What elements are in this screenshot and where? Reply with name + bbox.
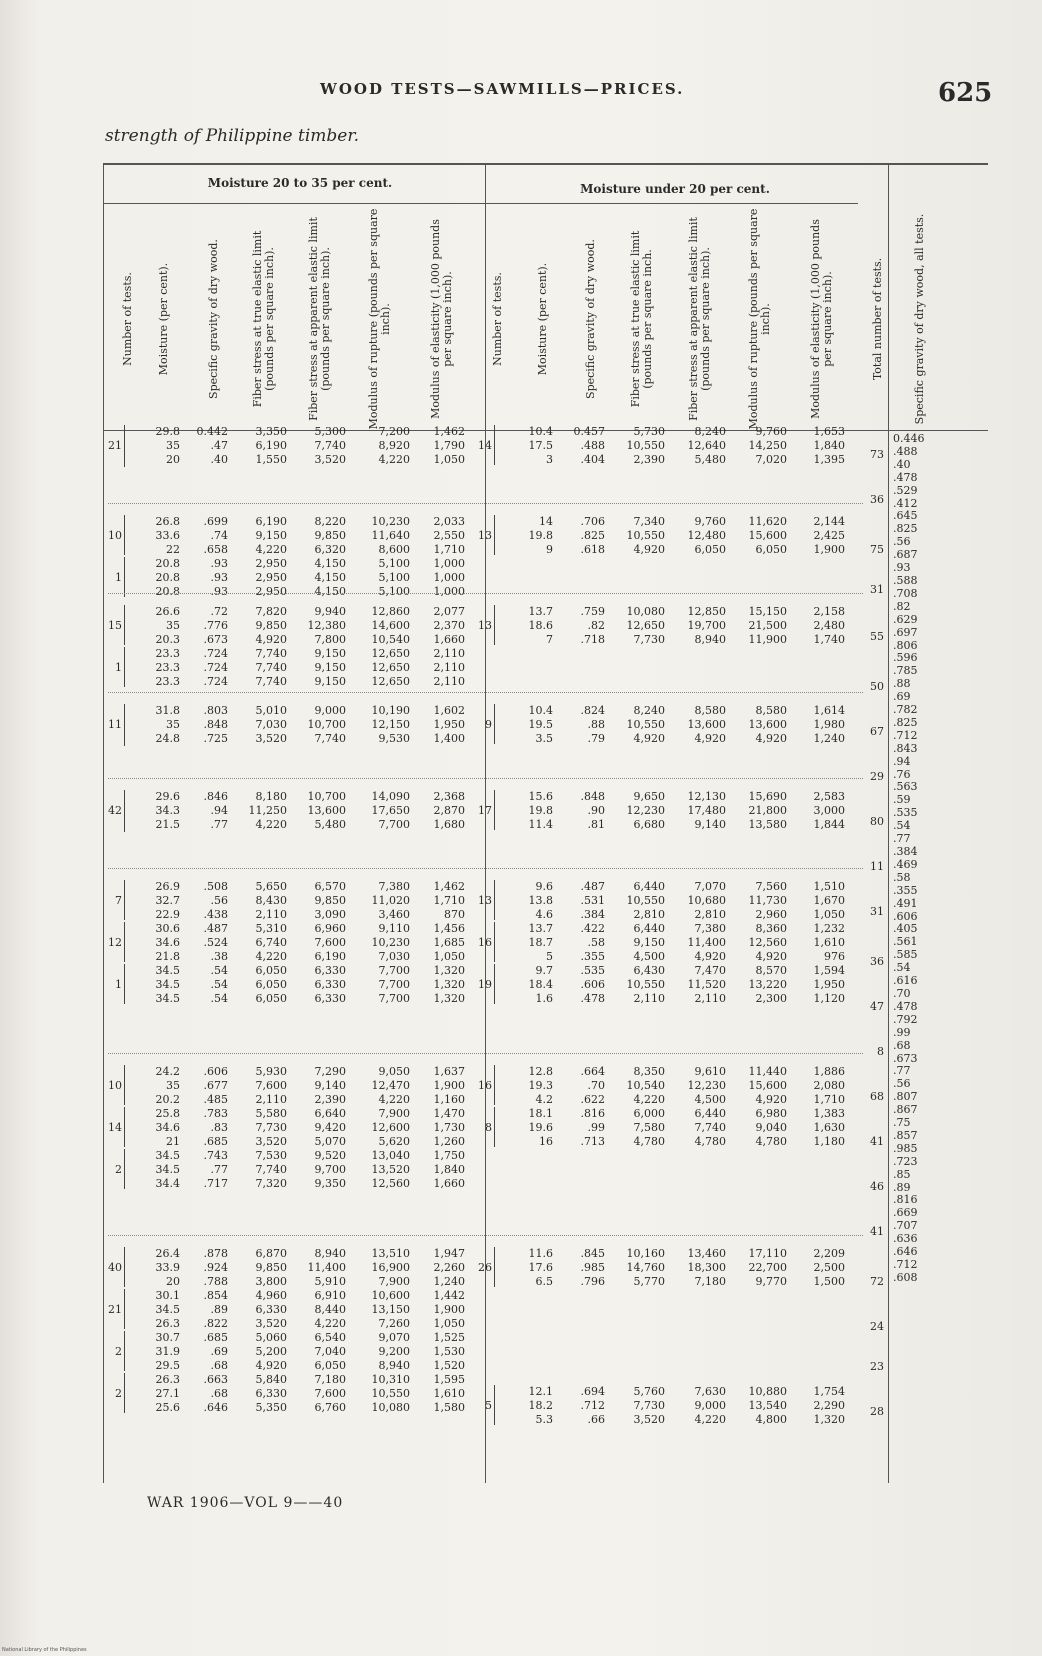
- data-cell: 2,583 3,000 1,844: [813, 790, 845, 831]
- col-heading: Moisture (per cent).: [536, 262, 549, 376]
- data-cell: 8,240 12,640 5,480: [687, 425, 726, 466]
- data-cell: 2,144 2,425 1,900: [813, 515, 845, 556]
- data-cell: 15,690 21,800 13,580: [748, 790, 787, 831]
- test-count: 8: [485, 1121, 492, 1134]
- data-cell: 29.8 35 20: [155, 425, 180, 466]
- brace: [124, 425, 129, 467]
- data-cell: 5,930 7,600 2,110 5,580 7,730 3,520 7,530 7,740 7,320: [255, 1065, 287, 1190]
- group1-rule: [103, 203, 485, 204]
- test-count: 12: [108, 936, 122, 949]
- data-cell: 10,230 11,640 8,600 5,100 5,100 5,100: [371, 515, 410, 598]
- brace: [494, 704, 499, 744]
- total-tests: 41: [870, 1135, 884, 1148]
- data-cell: 7,070 10,680 2,810 7,380 11,400 4,920 7,470 11,520 2,110: [687, 880, 726, 1005]
- group2-rule: [485, 203, 858, 204]
- data-cell: .824 .88 .79: [580, 704, 605, 745]
- total-tests: 36: [870, 493, 884, 506]
- data-cell: 2,158 2,480 1,740: [813, 605, 845, 646]
- data-cell: 11,620 15,600 6,050: [748, 515, 787, 556]
- test-count: 5: [485, 1399, 492, 1412]
- data-cell: 15,150 21,500 11,900: [748, 605, 787, 646]
- data-cell: 17,110 22,700 9,770: [748, 1247, 787, 1288]
- data-cell: .606 .677 .485 .783 .83 .685 .743 .77 .717: [203, 1065, 228, 1190]
- data-cell: 10.4 19.5 3.5: [528, 704, 553, 745]
- brace: [124, 605, 129, 645]
- test-count: 16: [478, 936, 492, 949]
- brace: [124, 557, 129, 597]
- data-cell: 9,610 12,230 4,500 6,440 7,740 4,780: [687, 1065, 726, 1148]
- brace: [124, 790, 129, 832]
- data-cell: 7,380 11,020 3,460 9,110 10,230 7,030 7,700 7,700 7,700: [371, 880, 410, 1005]
- data-cell: 10,190 12,150 9,530: [371, 704, 410, 745]
- test-count: 1: [115, 661, 122, 674]
- data-cell: 0.442 .47 .40: [196, 425, 228, 466]
- data-cell: 7,820 9,850 4,920 7,740 7,740 7,740: [255, 605, 287, 688]
- test-count: 26: [478, 1261, 492, 1274]
- data-cell: 10.4 17.5 3: [528, 425, 553, 466]
- data-cell: 26.8 33.6 22 20.8 20.8 20.8: [155, 515, 180, 598]
- brace: [124, 880, 129, 920]
- data-cell: 9,650 12,230 6,680: [626, 790, 665, 831]
- test-count: 2: [115, 1387, 122, 1400]
- data-cell: 2,209 2,500 1,500: [813, 1247, 845, 1288]
- brace: [124, 647, 129, 687]
- total-tests: 46: [870, 1180, 884, 1193]
- brace: [494, 1065, 499, 1105]
- group-heading-moist-20-35: Moisture 20 to 35 per cent.: [207, 176, 393, 190]
- data-cell: .699 .74 .658 .93 .93 .93: [203, 515, 228, 598]
- data-cell: .803 .848 .725: [203, 704, 228, 745]
- data-cell: .759 .82 .718: [580, 605, 605, 646]
- total-tests: 50: [870, 680, 884, 693]
- test-count: 16: [478, 1079, 492, 1092]
- data-cell: 8,240 10,550 4,920: [626, 704, 665, 745]
- test-count: 21: [108, 439, 122, 452]
- test-count: 21: [108, 1303, 122, 1316]
- total-tests: 72: [870, 1275, 884, 1288]
- table-top-rule: [103, 163, 988, 165]
- total-tests: 55: [870, 630, 884, 643]
- data-cell: 10,160 14,760 5,770: [626, 1247, 665, 1288]
- data-cell: 10,080 12,650 7,730: [626, 605, 665, 646]
- data-cell: .878 .924 .788 .854 .89 .822 .685 .69 .68 .663 .68 .646: [203, 1247, 228, 1414]
- data-cell: .694 .712 .66: [580, 1385, 605, 1426]
- data-cell: .664 .70 .622 .816 .99 .713: [580, 1065, 605, 1148]
- brace: [494, 605, 499, 645]
- data-cell: 7,200 8,920 4,220: [378, 425, 410, 466]
- data-cell: 7,340 10,550 4,920: [626, 515, 665, 556]
- data-cell: 8,580 13,600 4,920: [687, 704, 726, 745]
- data-cell: 6,190 9,150 4,220 2,950 2,950 2,950: [255, 515, 287, 598]
- data-cell: 1,653 1,840 1,395: [813, 425, 845, 466]
- brace: [124, 964, 129, 1004]
- data-cell: 3,350 6,190 1,550: [255, 425, 287, 466]
- total-tests: 68: [870, 1090, 884, 1103]
- page-number: 625: [938, 78, 993, 108]
- data-cell: 12,130 17,480 9,140: [687, 790, 726, 831]
- row-separator: [108, 593, 863, 594]
- data-cell: 8,350 10,540 4,220 6,000 7,580 4,780: [626, 1065, 665, 1148]
- data-cell: 13.7 18.6 7: [528, 605, 553, 646]
- total-tests: 23: [870, 1360, 884, 1373]
- scan-watermark: National Library of the Philippines: [2, 1647, 87, 1653]
- col-heading: Fiber stress at apparent elastic limit (pounds per square inch).: [307, 217, 332, 421]
- data-cell: 9,940 12,380 7,800 9,150 9,150 9,150: [307, 605, 346, 688]
- data-cell: 6,570 9,850 3,090 6,960 7,600 6,190 6,330 6,330 6,330: [314, 880, 346, 1005]
- data-cell: 5,760 7,730 3,520: [633, 1385, 665, 1426]
- data-cell: 10,880 13,540 4,800: [748, 1385, 787, 1426]
- page-footer: WAR 1906—VOL 9——40: [147, 1495, 344, 1511]
- data-cell: 12.1 18.2 5.3: [528, 1385, 553, 1426]
- col-heading: Fiber stress at true elastic limit (pounds per square inch).: [251, 230, 276, 408]
- brace: [124, 704, 129, 746]
- test-count: 13: [478, 529, 492, 542]
- data-cell: 1,602 1,950 1,400: [433, 704, 465, 745]
- table-subtitle: strength of Philippine timber.: [105, 126, 359, 146]
- total-tests: 31: [870, 905, 884, 918]
- data-cell: 13,460 18,300 7,180: [687, 1247, 726, 1288]
- test-count: 15: [108, 619, 122, 632]
- data-cell: 1,510 1,670 1,050 1,232 1,610 976 1,594 1,950 1,120: [813, 880, 845, 1005]
- data-cell: 5,650 8,430 2,110 5,310 6,740 4,220 6,050 6,050 6,050: [255, 880, 287, 1005]
- col-heading: Specific gravity of dry wood.: [207, 239, 220, 399]
- col-heading: Total number of tests.: [871, 257, 884, 381]
- test-count: 11: [108, 718, 122, 731]
- total-tests: 8: [877, 1045, 884, 1058]
- data-cell: 9,000 10,700 7,740: [307, 704, 346, 745]
- data-cell: 5,010 7,030 3,520: [255, 704, 287, 745]
- data-cell: 1,614 1,980 1,240: [813, 704, 845, 745]
- brace: [124, 1247, 129, 1287]
- data-cell: 9,760 12,480 6,050: [687, 515, 726, 556]
- data-cell: .845 .985 .796: [580, 1247, 605, 1288]
- data-cell: 24.2 35 20.2 25.8 34.6 21 34.5 34.5 34.4: [155, 1065, 180, 1190]
- brace: [124, 1289, 129, 1329]
- brace: [494, 515, 499, 555]
- brace: [124, 1065, 129, 1105]
- col-heading: Modulus of elasticity (1,000 pounds per square inch).: [809, 219, 834, 419]
- data-cell: 7,560 11,730 2,960 8,360 12,560 4,920 8,570 13,220 2,300: [748, 880, 787, 1005]
- col-heading: Modulus of elasticity (1,000 pounds per square inch).: [429, 219, 454, 419]
- data-cell: 14 19.8 9: [528, 515, 553, 556]
- data-cell: 11.6 17.6 6.5: [528, 1247, 553, 1288]
- data-cell: 6,440 10,550 2,810 6,440 9,150 4,500 6,430 10,550 2,110: [626, 880, 665, 1005]
- data-cell: 13,510 16,900 7,900 10,600 13,150 7,260 9,070 9,200 8,940 10,310 10,550 10,080: [371, 1247, 410, 1414]
- total-tests: 80: [870, 815, 884, 828]
- data-cell: 8,940 11,400 5,910 6,910 8,440 4,220 6,540 7,040 6,050 7,180 7,600 6,760: [307, 1247, 346, 1414]
- data-cell: 15.6 19.8 11.4: [528, 790, 553, 831]
- data-cell: 8,580 13,600 4,920: [748, 704, 787, 745]
- group-heading-moist-under-20: Moisture under 20 per cent.: [580, 182, 770, 196]
- brace: [494, 964, 499, 1004]
- data-cell: 29.6 34.3 21.5: [155, 790, 180, 831]
- data-cell: .72 .776 .673 .724 .724 .724: [203, 605, 228, 688]
- data-cell: 1,886 2,080 1,710 1,383 1,630 1,180: [813, 1065, 845, 1148]
- row-separator: [108, 1235, 863, 1236]
- test-count: 40: [108, 1261, 122, 1274]
- test-count: 2: [115, 1345, 122, 1358]
- test-count: 14: [108, 1121, 122, 1134]
- data-cell: 6,870 9,850 3,800 4,960 6,330 3,520 5,060 5,200 4,920 5,840 6,330 5,350: [255, 1247, 287, 1414]
- running-head: WOOD TESTS—SAWMILLS—PRICES.: [320, 80, 685, 98]
- data-cell: 11,440 15,600 4,920 6,980 9,040 4,780: [748, 1065, 787, 1148]
- brace: [494, 1247, 499, 1287]
- brace: [494, 790, 499, 830]
- data-cell: 1,462 1,710 870 1,456 1,685 1,050 1,320 1,320 1,320: [433, 880, 465, 1005]
- total-tests: 36: [870, 955, 884, 968]
- test-count: 10: [108, 529, 122, 542]
- col-heading: Moisture (per cent).: [157, 262, 170, 376]
- data-cell: 2,033 2,550 1,710 1,000 1,000 1,000: [433, 515, 465, 598]
- test-count: 19: [478, 978, 492, 991]
- row-separator: [108, 1053, 863, 1054]
- test-count: 13: [478, 894, 492, 907]
- total-tests: 67: [870, 725, 884, 738]
- col-heading: Fiber stress at apparent elastic limit (pounds per square inch).: [687, 217, 712, 421]
- data-cell: .706 .825 .618: [580, 515, 605, 556]
- data-cell: 8,220 9,850 6,320 4,150 4,150 4,150: [314, 515, 346, 598]
- test-count: 2: [115, 1163, 122, 1176]
- test-count: 17: [478, 804, 492, 817]
- data-cell: 7,630 9,000 4,220: [694, 1385, 726, 1426]
- row-separator: [108, 692, 863, 693]
- test-count: 7: [115, 894, 122, 907]
- data-cell: 8,180 11,250 4,220: [248, 790, 287, 831]
- brace: [494, 880, 499, 920]
- row-separator: [108, 503, 863, 504]
- data-cell: .508 .56 .438 .487 .524 .38 .54 .54 .54: [203, 880, 228, 1005]
- data-cell: 0.457 .488 .404: [573, 425, 605, 466]
- total-tests: 73: [870, 448, 884, 461]
- col-heading: Specific gravity of dry wood, all tests.: [913, 213, 926, 425]
- data-cell: 14,090 17,650 7,700: [371, 790, 410, 831]
- test-count: 1: [115, 978, 122, 991]
- brace: [124, 922, 129, 962]
- data-cell: .487 .531 .384 .422 .58 .355 .535 .606 .478: [580, 880, 605, 1005]
- brace: [124, 1149, 129, 1189]
- brace: [124, 1107, 129, 1147]
- data-cell: 26.9 32.7 22.9 30.6 34.6 21.8 34.5 34.5 34.5: [155, 880, 180, 1005]
- total-tests: 41: [870, 1225, 884, 1238]
- brace: [124, 1373, 129, 1413]
- data-cell: 5,730 10,550 2,390: [626, 425, 665, 466]
- data-cell: 12.8 19.3 4.2 18.1 19.6 16: [528, 1065, 553, 1148]
- total-tests: 31: [870, 583, 884, 596]
- total-tests: 28: [870, 1405, 884, 1418]
- data-cell: 26.4 33.9 20 30.1 34.5 26.3 30.7 31.9 29.5 26.3 27.1 25.6: [155, 1247, 180, 1414]
- data-cell: 12,860 14,600 10,540 12,650 12,650 12,650: [371, 605, 410, 688]
- test-count: 1: [115, 571, 122, 584]
- test-count: 9: [485, 718, 492, 731]
- total-tests: 11: [870, 860, 884, 873]
- row-separator: [108, 868, 863, 869]
- test-count: 42: [108, 804, 122, 817]
- brace: [124, 515, 129, 555]
- data-cell: 1,637 1,900 1,160 1,470 1,730 1,260 1,750 1,840 1,660: [433, 1065, 465, 1190]
- brace: [494, 922, 499, 962]
- brace: [494, 1107, 499, 1147]
- data-cell: 2,077 2,370 1,660 2,110 2,110 2,110: [433, 605, 465, 688]
- data-cell: 1,462 1,790 1,050: [433, 425, 465, 466]
- col-heading: Modulus of rupture (pounds per square inch).: [747, 208, 772, 430]
- total-tests: 75: [870, 543, 884, 556]
- data-cell: 1,947 2,260 1,240 1,442 1,900 1,050 1,525 1,530 1,520 1,595 1,610 1,580: [433, 1247, 465, 1414]
- data-cell: 10,700 13,600 5,480: [307, 790, 346, 831]
- data-cell: .848 .90 .81: [580, 790, 605, 831]
- col-heading: Modulus of rupture (pounds per square inch).: [367, 208, 392, 430]
- row-separator: [108, 778, 863, 779]
- brace: [494, 425, 499, 465]
- col-heading: Number of tests.: [121, 272, 134, 366]
- data-cell: 9.6 13.8 4.6 13.7 18.7 5 9.7 18.4 1.6: [528, 880, 553, 1005]
- col-heading: Specific gravity of dry wood.: [584, 239, 597, 399]
- test-count: 13: [478, 619, 492, 632]
- data-cell: 2,368 2,870 1,680: [433, 790, 465, 831]
- data-cell: 12,850 19,700 8,940: [687, 605, 726, 646]
- data-cell: 26.6 35 20.3 23.3 23.3 23.3: [155, 605, 180, 688]
- col-heading: Number of tests.: [491, 272, 504, 366]
- data-cell: .846 .94 .77: [203, 790, 228, 831]
- sg-all-tests-column: 0.446 .488 .40 .478 .529 .412 .645 .825 .56 .687 .93 .588 .708 .82 .629 .697 .806 .596 .785 .88 .69 .782 .825 .712 .843 .94 .76 .563 .59 .535 .54 .77 .384 .469 .58 .355 .491 .606 .405 .561 .585 .54 .616 .70 .478 .792 .99 .68 .673 .77 .56 .807 .867 .75 .857 .985 .723 .85 .89 .816 .669 .707 .636 .646 .712 .608: [893, 432, 925, 1284]
- data-cell: 31.8 35 24.8: [155, 704, 180, 745]
- total-tests: 24: [870, 1320, 884, 1333]
- col-heading: Fiber stress at true elastic limit (pounds per square inch.: [629, 230, 654, 408]
- data-cell: 9,760 14,250 7,020: [748, 425, 787, 466]
- brace: [124, 1331, 129, 1371]
- data-cell: 5,300 7,740 3,520: [314, 425, 346, 466]
- data-cell: 9,050 12,470 4,220 7,900 12,600 5,620 13,040 13,520 12,560: [371, 1065, 410, 1190]
- data-cell: 7,290 9,140 2,390 6,640 9,420 5,070 9,520 9,700 9,350: [314, 1065, 346, 1190]
- test-count: 10: [108, 1079, 122, 1092]
- data-cell: 1,754 2,290 1,320: [813, 1385, 845, 1426]
- total-tests: 47: [870, 1000, 884, 1013]
- total-tests: 29: [870, 770, 884, 783]
- test-count: 14: [478, 439, 492, 452]
